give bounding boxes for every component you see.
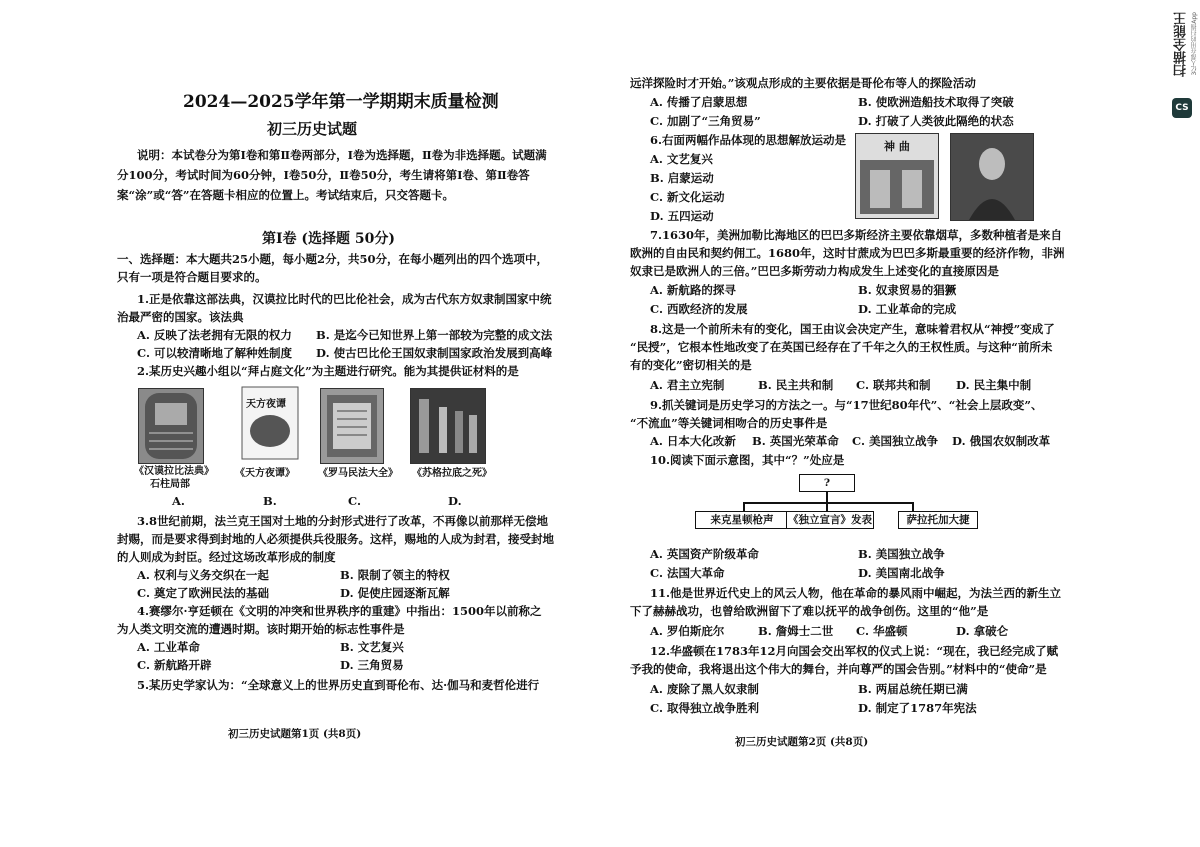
arabian-nights-cover-image [240,385,300,461]
roman-civil-law-image [320,388,384,464]
exam-subtitle: 初三历史试题 [267,120,358,138]
q2-stem: 2.某历史兴趣小组以“拜占庭文化”为主题进行研究。能为其提供证材料的是 [137,364,519,378]
q3-option-d: D. 促使庄园逐渐瓦解 [340,586,450,600]
image-label-b: B. [263,494,277,508]
q12-option-d: D. 制定了1787年宪法 [858,701,977,715]
instructions-line-2: 分100分，考试时间为60分钟，Ⅰ卷50分，Ⅱ卷50分，考生请将第Ⅰ卷、第Ⅱ卷答 [117,168,530,182]
q8-stem-line-3: 有的变化”密切相关的是 [630,358,752,372]
q1-stem-line-2: 治最严密的国家。该法典 [117,310,244,324]
q4-stem-line-1: 4.赛缪尔·亨廷顿在《文明的冲突和世界秩序的重建》中指出：1500年以前称之 [137,604,542,618]
scanner-tagline: 3亿人都在用的扫描App [1191,12,1198,76]
q4-option-a: A. 工业革命 [137,640,200,654]
divine-comedy-image [855,133,939,219]
q3-stem-line-3: 的人则成为封臣。经过这场改革形成的制度 [117,550,336,564]
q1-option-b: B. 是迄今已知世界上第一部较为完整的成文法 [316,328,553,342]
q1-stem-line-1: 1.正是依靠这部法典，汉谟拉比时代的巴比伦社会，成为古代东方奴隶制国家中统 [137,292,552,306]
q5-option-c: C. 加剧了“三角贸易” [650,114,761,128]
q11-option-d: D. 拿破仑 [956,624,1009,638]
q5-stem-line-1: 5.某历史学家认为：“全球意义上的世界历史直到哥伦布、达·伽马和麦哲伦进行 [137,678,540,692]
q8-option-d: D. 民主集中制 [956,378,1032,392]
q8-stem-line-1: 8.这是一个前所未有的变化，国王由议会决定产生，意味着君权从“神授”变成了 [650,322,1055,336]
scanner-logo-icon: CS [1172,98,1192,118]
q4-option-d: D. 三角贸易 [340,658,404,672]
q10-option-a: A. 英国资产阶级革命 [650,547,759,561]
q10-option-c: C. 法国大革命 [650,566,725,580]
q10-option-b: B. 美国独立战争 [858,547,945,561]
caption-a-line-1: 《汉谟拉比法典》 [134,466,214,477]
q9-option-a: A. 日本大化改新 [650,434,736,448]
instructions-line-3: 案“涂”或“答”在答题卡相应的位置上。考试结束后，只交答题卡。 [117,188,454,202]
q8-option-a: A. 君主立宪制 [650,378,725,392]
q12-option-b: B. 两届总统任期已满 [858,682,968,696]
q3-option-c: C. 奠定了欧洲民法的基础 [137,586,269,600]
q12-stem-line-1: 12.华盛顿在1783年12月向国会交出军权的仪式上说：“现在，我已经完成了赋 [650,644,1059,658]
exam-title: 2024—2025学年第一学期期末质量检测 [183,92,499,112]
arabian-nights-cover-text: 天方夜谭 [246,399,286,410]
diagram-top-box: ? [799,474,855,492]
q7-stem-line-2: 欧洲的自由民和契约佣工。1680年，这时甘蔗成为巴巴多斯最重要的经济作物，非洲 [630,246,1065,260]
page-2-footer: 初三历史试题第2页 (共8页) [735,736,869,748]
diagram-branch-line [743,502,913,504]
q12-option-a: A. 废除了黑人奴隶制 [650,682,759,696]
q6-option-d: D. 五四运动 [650,209,714,223]
q6-option-c: C. 新文化运动 [650,190,725,204]
q5-option-b: B. 使欧洲造船技术取得了突破 [858,95,1014,109]
caption-c: 《罗马民法大全》 [318,468,398,479]
q9-option-c: C. 美国独立战争 [852,434,938,448]
q8-option-b: B. 民主共和制 [758,378,834,392]
divine-comedy-title: 神 曲 [884,140,910,153]
diagram-stem-line [826,492,828,502]
q12-stem-line-2: 予我的使命，我将退出这个伟大的舞台，并向尊严的国会告别。”材料中的“使命”是 [630,662,1047,676]
q11-option-a: A. 罗伯斯庇尔 [650,624,725,638]
q1-option-a: A. 反映了法老拥有无限的权力 [137,328,292,342]
q7-option-d: D. 工业革命的完成 [858,302,957,316]
section-intro-line-2: 只有一项是符合题目要求的。 [117,270,267,284]
section-intro-line-1: 一、选择题：本大题共25小题，每小题2分，共50分，在每小题列出的四个选项中， [117,252,549,266]
q5-stem-line-2: 远洋探险时才开始。”该观点形成的主要依据是哥伦布等人的探险活动 [630,76,976,90]
caption-a-line-2: 石柱局部 [150,479,190,490]
diagram-right-drop [912,502,914,511]
q4-stem-line-2: 为人类文明交流的遭遇时期。该时期开始的标志性事件是 [117,622,405,636]
q6-option-a: A. 文艺复兴 [650,152,713,166]
image-label-c: C. [348,494,361,508]
diagram-center-drop [826,502,828,511]
q4-option-b: B. 文艺复兴 [340,640,404,654]
q10-stem: 10.阅读下面示意图，其中“？”处应是 [650,453,845,467]
hammurabi-stele-image [138,388,204,464]
q11-stem-line-1: 11.他是世界近代史上的风云人物，他在革命的暴风雨中崛起，为法兰西的新生立 [650,586,1062,600]
q1-option-d: D. 使古巴比伦王国奴隶制国家政治发展到高峰 [316,346,553,360]
right-page [600,0,1160,847]
scanner-brand-name: 扫描全能王 [1174,12,1189,77]
caption-b: 《天方夜谭》 [235,468,295,479]
section-heading: 第Ⅰ卷 (选择题 50分) [262,231,396,247]
q11-option-c: C. 华盛顿 [856,624,908,638]
q7-option-c: C. 西欧经济的发展 [650,302,748,316]
q1-option-c: C. 可以较清晰地了解种姓制度 [137,346,292,360]
diagram-box-lexington: 来克星顿枪声 [695,511,789,529]
scanner-watermark [1164,0,1200,847]
diagram-box-saratoga: 萨拉托加大捷 [898,511,978,529]
q9-option-d: D. 俄国农奴制改革 [952,434,1051,448]
q8-stem-line-2: “民授”，它根本性地改变了在英国已经存在了千年之久的王权性质。与这种“前所未 [630,340,1053,354]
q4-option-c: C. 新航路开辟 [137,658,212,672]
q7-stem-line-3: 奴隶已是欧洲人的三倍。”巴巴多斯劳动力构成发生上述变化的直接原因是 [630,264,999,278]
q9-option-b: B. 英国光荣革命 [752,434,839,448]
q3-stem-line-2: 封赐，而是要求得到封地的人必须提供兵役服务。这样，赐地的人成为封君，接受封地 [117,532,554,546]
q3-option-a: A. 权利与义务交织在一起 [137,568,269,582]
q11-stem-line-2: 下了赫赫战功，也曾给欧洲留下了难以抚平的战争创伤。这里的“他”是 [630,604,989,618]
diagram-left-drop [743,502,745,511]
q11-option-b: B. 詹姆士二世 [758,624,834,638]
death-of-socrates-image [410,388,486,464]
q7-stem-line-1: 7.1630年，美洲加勒比海地区的巴巴多斯经济主要依靠烟草，多数种植者是来自 [650,228,1063,242]
caption-d: 《苏格拉底之死》 [412,468,492,479]
q12-option-c: C. 取得独立战争胜利 [650,701,759,715]
mona-lisa-image [950,133,1034,221]
image-label-a: A. [172,494,185,508]
q9-stem-line-2: “不流血”等关键词相吻合的历史事件是 [630,416,828,430]
q10-option-d: D. 美国南北战争 [858,566,945,580]
page-1-footer: 初三历史试题第1页 (共8页) [228,728,362,740]
q3-stem-line-1: 3.8世纪前期，法兰克王国对土地的分封形式进行了改革，不再像以前那样无偿地 [137,514,549,528]
q7-option-b: B. 奴隶贸易的猖獗 [858,283,957,297]
instructions-line-1: 说明：本试卷分为第Ⅰ卷和第Ⅱ卷两部分，Ⅰ卷为选择题，Ⅱ卷为非选择题。试题满 [137,148,547,162]
q9-stem-line-1: 9.抓关键词是历史学习的方法之一。与“17世纪80年代”、“社会上层政变”、 [650,398,1043,412]
q7-option-a: A. 新航路的探寻 [650,283,736,297]
image-label-d: D. [448,494,462,508]
q8-option-c: C. 联邦共和制 [856,378,931,392]
q3-option-b: B. 限制了领主的特权 [340,568,450,582]
q5-option-a: A. 传播了启蒙思想 [650,95,748,109]
q6-stem: 6.右面两幅作品体现的思想解放运动是 [650,133,847,147]
q6-option-b: B. 启蒙运动 [650,171,714,185]
q5-option-d: D. 打破了人类彼此隔绝的状态 [858,114,1014,128]
diagram-box-declaration: 《独立宣言》发表 [786,511,874,529]
